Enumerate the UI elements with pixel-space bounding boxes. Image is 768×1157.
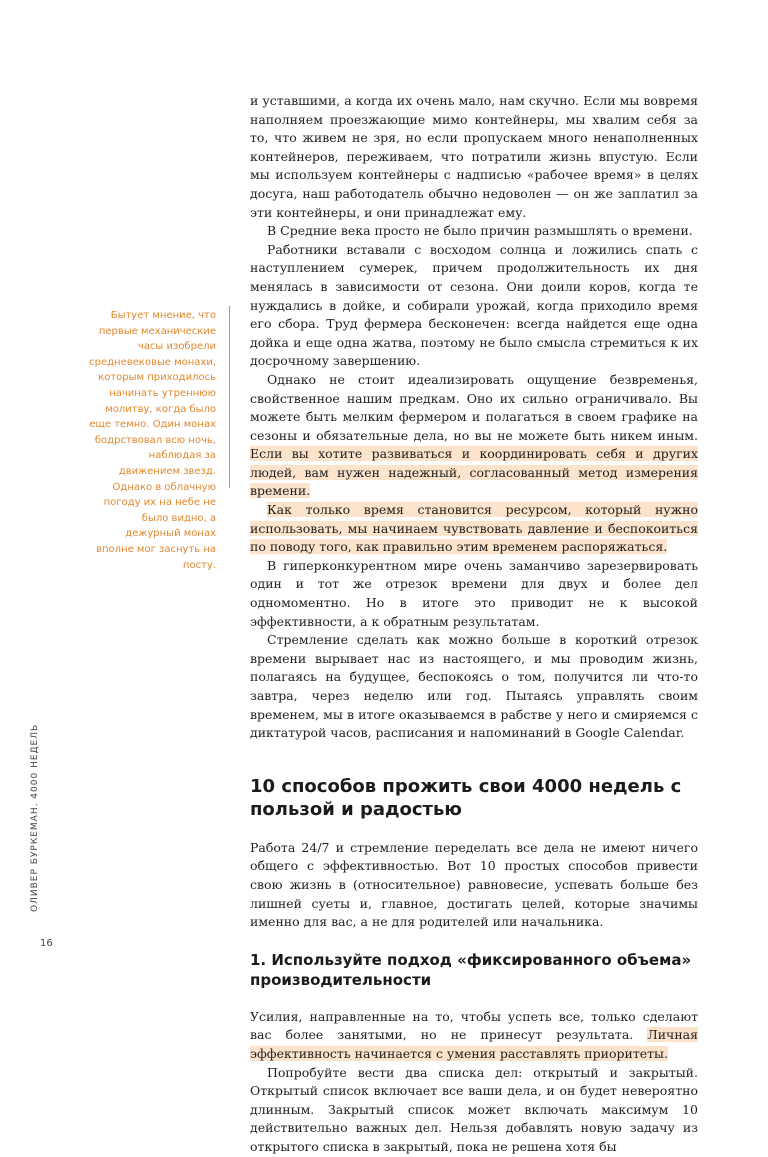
highlighted-text: Как только время становится ресурсом, который нужно использовать, мы начинаем чувствовать давление и беспокоиться по поводу того, как правильно этим временем распоряжаться. [250, 502, 698, 555]
section-heading: 10 способов прожить свои 4000 недель с пользой и радостью [250, 775, 682, 820]
paragraph [250, 1008, 698, 1064]
paragraph [250, 371, 698, 501]
paragraph [250, 501, 698, 557]
paragraph-text: Однако не стоит идеализировать ощущение безвременья, свойственное нашим предкам. Оно их сильно ограничивало. Вы можете быть мелким фермером и полагаться в своем графике на сезоны и обязательные дела, но вы не можете быть никем иным. [250, 371, 698, 443]
paragraph-text: Усилия, направленные на то, чтобы успеть все, только сделают вас более занятыми, но не принесут результата. [250, 1008, 698, 1043]
paragraph: В гиперконкурентном мире очень заманчиво зарезервировать один и тот же отрезок времени для двух и более дел одномоментно. Но в итоге это приводит не к высокой эффективности, а к обратным результатам. [250, 557, 698, 629]
sidebar-note: Бытует мнение, что первые механические часы изобрели средневековые монахи, которым приходилось начинать утреннюю молитву, когда было еще темно. Один монах бодрствовал всю ночь, наблюдая за движением звезд. Однако в облачную погоду их на небе не было видно, а дежурный монах вполне мог заснуть на посту. [89, 310, 216, 571]
subsection-heading: 1. Используйте подход «фиксированного объема» производительности [250, 950, 692, 989]
paragraph: и уставшими, а когда их очень мало, нам скучно. Если мы вовремя наполняем проезжающие мимо контейнеры, мы хвалим себя за то, что живем не зря, но если пропускаем много ненаполненных контейнеров, переживаем, что потратили жизнь впустую. Если мы используем контейнеры с надписью «рабочее время» в целях досуга, наш работодатель обычно недоволен — он же заплатил за эти контейнеры, и они принадлежат ему. [250, 93, 698, 220]
highlighted-text: Если вы хотите развиваться и координировать себя и других людей, вам нужен надежный, согласованный метод измерения времени. [250, 446, 698, 499]
paragraph: Работа 24/7 и стремление переделать все дела не имеют ничего общего с эффективностью. Вот 10 простых способов привести свою жизнь в (относительное) равновесие, успевать больше без лишней суеты и, главное, достигать целей, которые значимы именно для вас, а не для родителей или начальника. [250, 839, 698, 930]
sidebar-divider [229, 306, 230, 488]
highlighted-text: Личная эффективность начинается с умения расставлять приоритеты. [250, 1027, 698, 1061]
paragraph: В Средние века просто не было причин размышлять о времени. [267, 223, 693, 239]
running-head: ОЛИВЕР БУРКЕМАН. 4000 НЕДЕЛЬ [30, 723, 40, 912]
page-number: 16 [40, 938, 53, 949]
paragraph: Работники вставали с восходом солнца и ложились спать с наступлением сумерек, причем продолжительность их дня менялась в зависимости от сезона. Они доили коров, когда те нуждались в дойке, и собирали урожай, когда приходило время его сбора. Труд фермера бесконечен: всегда найдется еще одна дойка и еще одна жатва, поэтому не было смысла стремиться к их досрочному завершению. [250, 241, 698, 369]
main-text-column [250, 92, 698, 1157]
paragraph: Попробуйте вести два списка дел: открытый и закрытый. Открытый список включает все ваши дела, и он будет невероятно длинным. Закрытый список может включать максимум 10 действительно важных дел. Нельзя добавлять новую задачу из открытого списка в закрытый, пока не решена хотя бы [250, 1064, 698, 1154]
paragraph: Стремление сделать как можно больше в короткий отрезок времени вырывает нас из настоящего, и мы проводим жизнь, полагаясь на будущее, беспокоясь о том, получится ли что-то завтра, через неделю или год. Пытаясь управлять своим временем, мы в итоге оказываемся в рабстве у него и смиряемся с диктатурой часов, расписания и напоминаний в Google Calendar. [250, 632, 698, 741]
